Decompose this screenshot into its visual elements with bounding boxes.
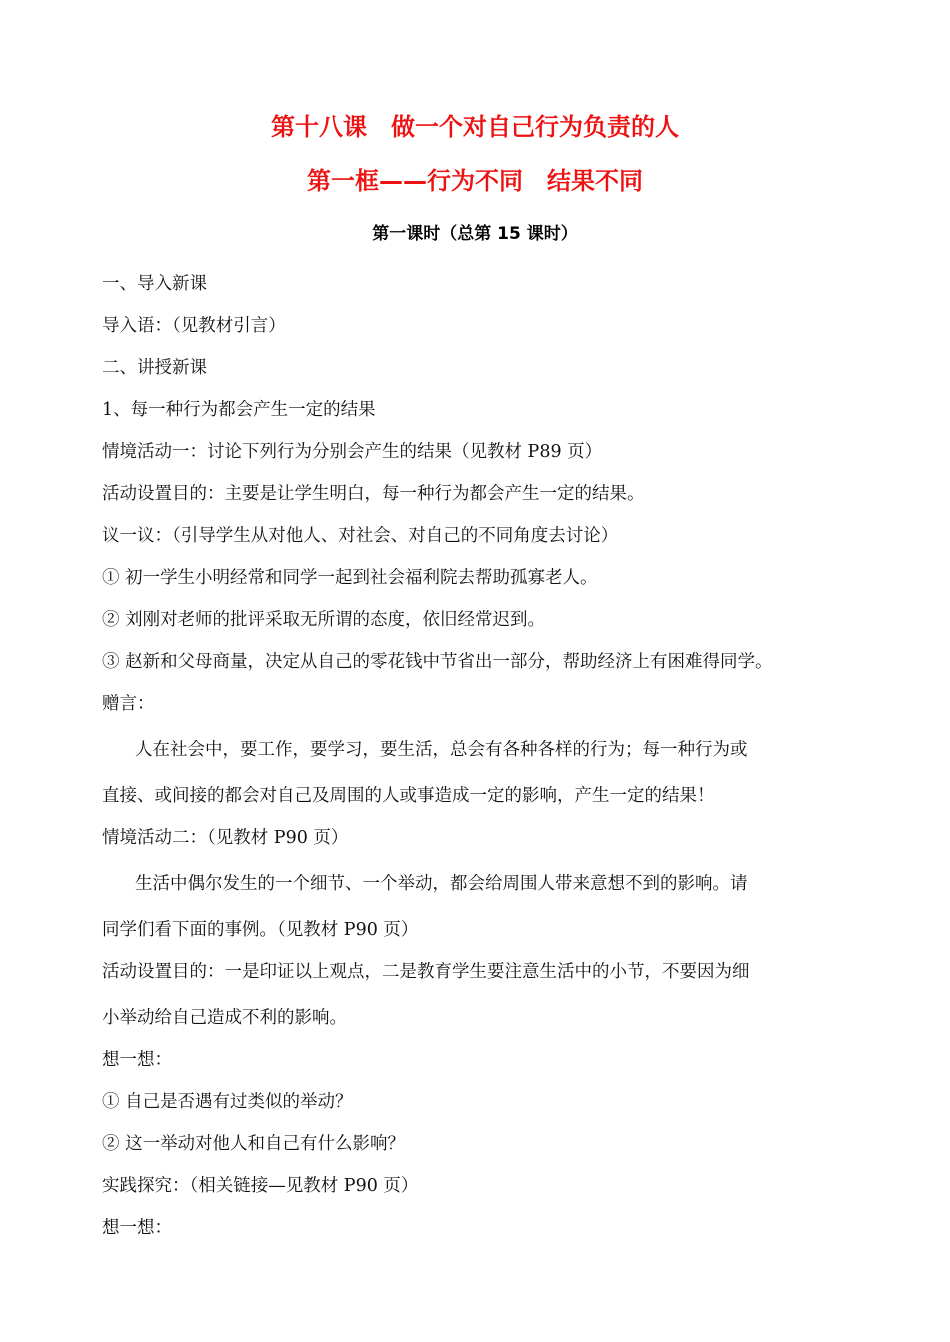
discussion-item-1: ① 初一学生小明经常和同学一起到社会福利院去帮助孤寡老人。 xyxy=(102,568,598,588)
think-prompt-2: 想一想： xyxy=(102,1218,172,1238)
think-item-1: ① 自己是否遇有过类似的举动？ xyxy=(102,1092,353,1112)
heading-teach-new-lesson: 二、讲授新课 xyxy=(102,358,207,378)
think-item-2: ② 这一举动对他人和自己有什么影响？ xyxy=(102,1134,406,1154)
activity-2-paragraph-line-1: 生活中偶尔发生的一个细节、一个举动，都会给周围人带来意想不到的影响。请 xyxy=(135,874,748,894)
activity-2-purpose-line-1: 活动设置目的：一是印证以上观点，二是教育学生要注意生活中的小节，不要因为细 xyxy=(102,962,750,982)
practice-exploration: 实践探究：（相关链接—见教材 P90 页） xyxy=(102,1176,419,1196)
activity-2-paragraph-line-2: 同学们看下面的事例。（见教材 P90 页） xyxy=(102,920,419,940)
point-1: 1、每一种行为都会产生一定的结果 xyxy=(102,400,376,420)
discussion-item-3: ③ 赵新和父母商量，决定从自己的零花钱中节省出一部分，帮助经济上有困难得同学。 xyxy=(102,652,773,672)
section-title: 第一框——行为不同 结果不同 xyxy=(307,167,643,195)
discussion-prompt: 议一议：（引导学生从对他人、对社会、对自己的不同角度去讨论） xyxy=(102,526,619,546)
motto-paragraph-line-1: 人在社会中，要工作，要学习，要生活，总会有各种各样的行为；每一种行为或 xyxy=(135,740,748,760)
activity-1: 情境活动一：讨论下列行为分别会产生的结果（见教材 P89 页） xyxy=(102,442,603,462)
activity-2-purpose-line-2: 小举动给自己造成不利的影响。 xyxy=(102,1008,347,1028)
lesson-title: 第十八课 做一个对自己行为负责的人 xyxy=(271,113,679,141)
heading-introduce-new-lesson: 一、导入新课 xyxy=(102,274,207,294)
intro-line: 导入语：（见教材引言） xyxy=(102,316,286,336)
motto-paragraph-line-2: 直接、或间接的都会对自己及周围的人或事造成一定的影响，产生一定的结果！ xyxy=(102,786,715,806)
motto-label: 赠言： xyxy=(102,694,155,714)
lesson-period-heading: 第一课时（总第 15 课时） xyxy=(372,224,578,244)
discussion-item-2: ② 刘刚对老师的批评采取无所谓的态度，依旧经常迟到。 xyxy=(102,610,546,630)
activity-2: 情境活动二：（见教材 P90 页） xyxy=(102,828,349,848)
activity-1-purpose: 活动设置目的：主要是让学生明白，每一种行为都会产生一定的结果。 xyxy=(102,484,645,504)
think-prompt-1: 想一想： xyxy=(102,1050,172,1070)
